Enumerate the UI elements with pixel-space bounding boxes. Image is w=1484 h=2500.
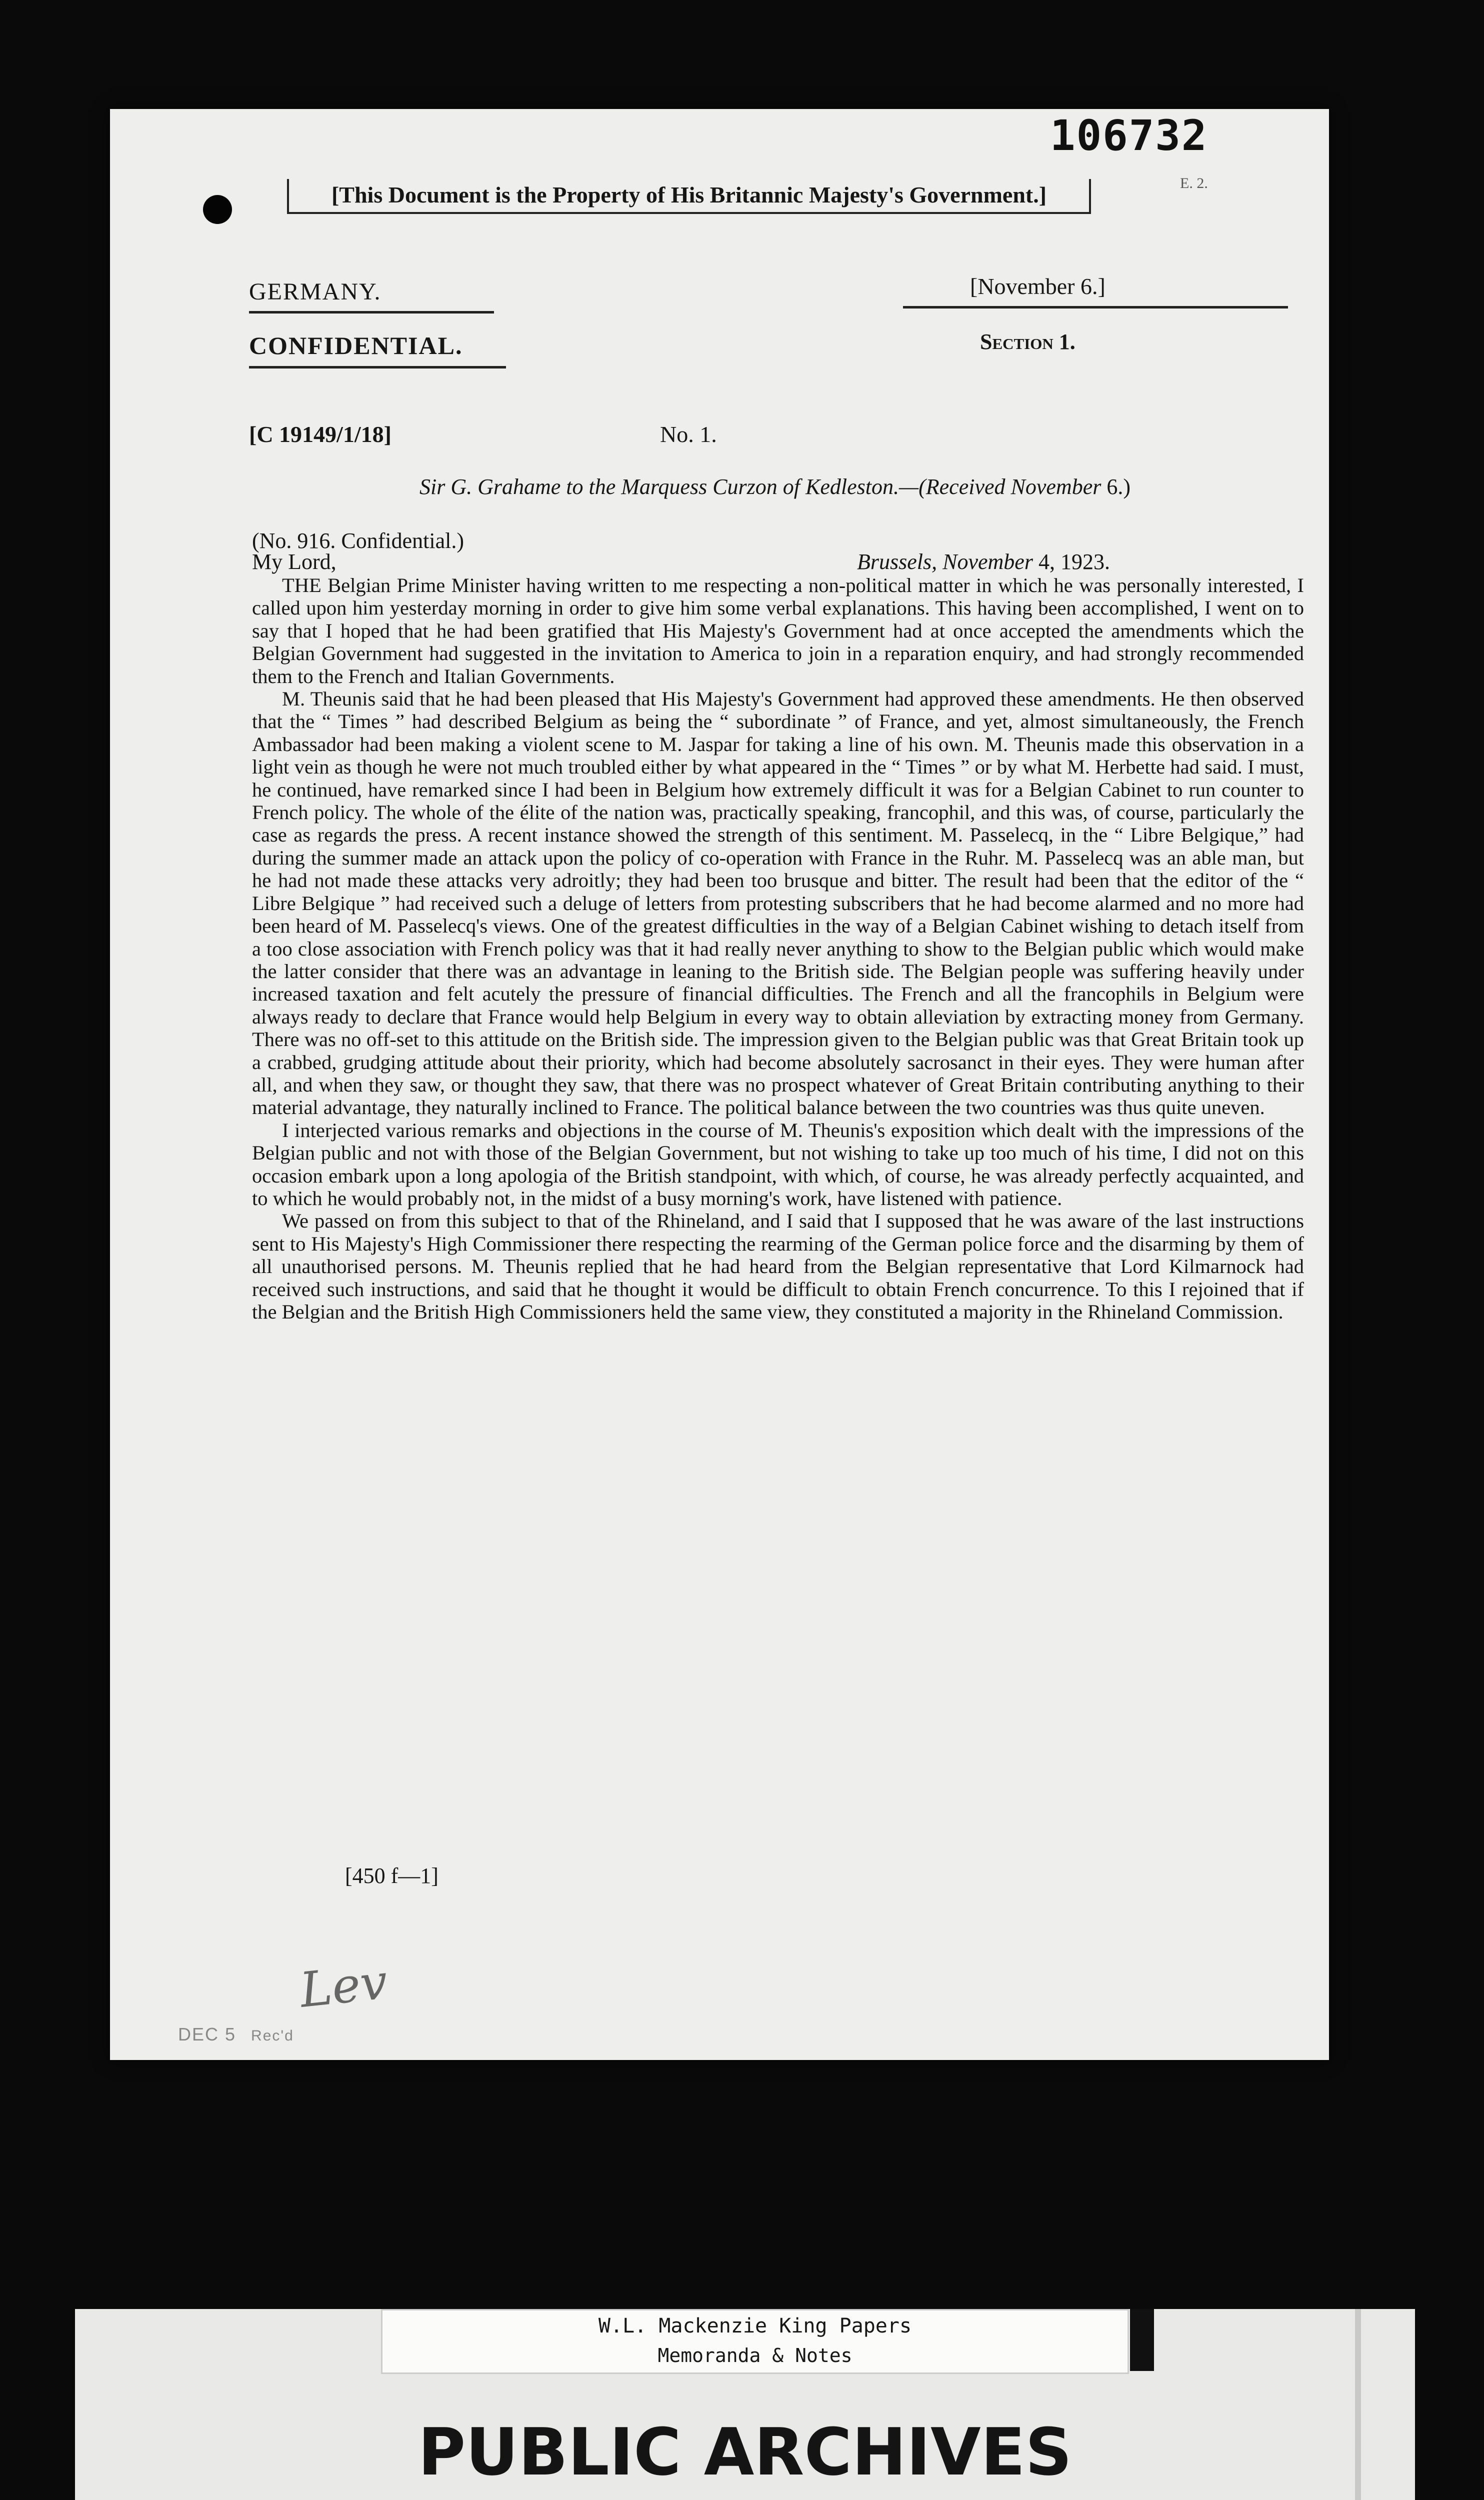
letter-body (252, 574, 1304, 1323)
section-label: Section 1. (980, 330, 1076, 354)
reference-number: [C 19149/1/18] (249, 422, 392, 447)
received-stamp (178, 2024, 294, 2045)
received-date: DEC 5 (178, 2024, 236, 2044)
divider (249, 366, 506, 368)
collection-label (381, 2309, 1129, 2374)
classification-label: CONFIDENTIAL. (249, 332, 463, 360)
heading-main: Sir G. Grahame to the Marquess Curzon of Kedleston.—(Received November (419, 474, 1107, 499)
document-number: No. 1. (660, 422, 717, 447)
divider (903, 306, 1288, 308)
date-label: [November 6.] (970, 274, 1106, 299)
archive-card (75, 2309, 1415, 2500)
print-reference: [450 f—1] (345, 1864, 438, 1888)
received-label: Rec'd (251, 2028, 294, 2044)
letter-heading (255, 474, 1295, 500)
salutation: My Lord, (252, 550, 336, 574)
property-notice-text: [This Document is the Property of His Britannic Majesty's Government.] (331, 182, 1047, 208)
series-name: Memoranda & Notes (658, 2344, 852, 2366)
paragraph: THE Belgian Prime Minister having written to me respecting a non-political matter in which he was personally interested, I called upon him yesterday morning in order to give him some verbal explanations. This having been accomplished, I went on to say that I hoped that he had been gratified that His Majesty's Government had at once accepted the amendments which the Belgian Government had suggested in the invitation to America to join in a reparation enquiry, and had strongly recommended them to the French and Italian Governments. (252, 574, 1304, 688)
punch-hole (203, 195, 232, 224)
country-label: GERMANY. (249, 278, 382, 305)
document-page (110, 109, 1329, 2060)
place-date-day: 4, 1923. (1038, 550, 1110, 574)
paragraph: M. Theunis said that he had been pleased that His Majesty's Government had approved these amendments. He then observed that the “ Times ” had described Belgium as being the “ subordinate ” of France, and yet, almost simultaneously, the French Ambassador had been making a violent scene to M. Jaspar for taking a line of his own. M. Theunis made this observation in a light vein as though he were not much troubled either by what appeared in the “ Times ” or by what M. Herbette had said. I must, he continued, have remarked since I had been in Belgium how extremely difficult it was for a Belgian Cabinet to run counter to French policy. The whole of the élite of the nation was, practically speaking, francophil, and this was, of course, particularly the case as regards the press. A recent instance showed the strength of this sentiment. M. Passelecq, in the “ Libre Belgique,” had during the summer made an attack upon the policy of co-operation with France in the Ruhr. M. Passelecq was an able man, but he had not made these attacks very adroitly; they had been too brusque and bitter. The result had been that the editor of the “ Libre Belgique ” had received such a deluge of letters from protesting subscribers that he had become alarmed and no more had been heard of M. Passelecq's views. One of the greatest difficulties in the way of a Belgian Cabinet wishing to detach itself from a too close association with French policy was that it had really never anything to show to the Belgian public which would make the latter consider that there was an advantage in leaning to the British side. The Belgian people was suffering heavily under increased taxation and felt acutely the pressure of financial difficulties. The French and all the francophils in Belgium were always ready to declare that France would help Belgium in every way to obtain alleviation by extracting money from Germany. There was no off-set to this attitude on the British side. The impression given to the Belgian public was that Great Britain took up a crabbed, grudging attitude about their priority, which had become absolutely sacrosanct in their eyes. They were human after all, and when they saw, or thought they saw, that there was no prospect whatever of Great Britain contributing anything to their material advantage, they naturally inclined to France. The political balance between the two countries was thus quite uneven. (252, 688, 1304, 1119)
handwritten-initials: Lev (297, 1954, 390, 2018)
collection-name: W.L. Mackenzie King Papers (598, 2314, 912, 2338)
archive-title-en: PUBLIC ARCHIVES (418, 2414, 1072, 2490)
place-date-main: Brussels, November (857, 550, 1038, 574)
property-notice (287, 179, 1091, 214)
heading-day: 6.) (1106, 474, 1131, 499)
dispatch-number: (No. 916. Confidential.) (252, 528, 464, 553)
divider (249, 311, 494, 314)
stamp-mark: E. 2. (1180, 175, 1208, 192)
card-tab (1130, 2309, 1154, 2371)
paragraph: We passed on from this subject to that of the Rhineland, and I said that I supposed that he was aware of the last instructions sent to His Majesty's High Commissioner there respecting the rearming of the German police force and the disarming by them of all unauthorised persons. M. Theunis replied that he had heard from the Belgian representative that Lord Kilmarnock had received such instructions, and said that he thought it would be difficult to obtain French concurrence. To this I rejoined that if the Belgian and the British High Commissioners held the same view, they constituted a majority in the Rhineland Commission. (252, 1210, 1304, 1323)
paragraph: I interjected various remarks and objections in the course of M. Theunis's exposition which dealt with the impressions of the Belgian public and not with those of the Belgian Government, but not wishing to take up too much of his time, I did not on this occasion embark upon a long apologia of the British standpoint, with which, of course, he was already perfectly acquainted, and to which he would probably not, in the midst of a busy morning's work, have listened with patience. (252, 1118, 1304, 1210)
archive-stamp-number: 106732 (1050, 111, 1208, 160)
place-date (857, 549, 1110, 574)
